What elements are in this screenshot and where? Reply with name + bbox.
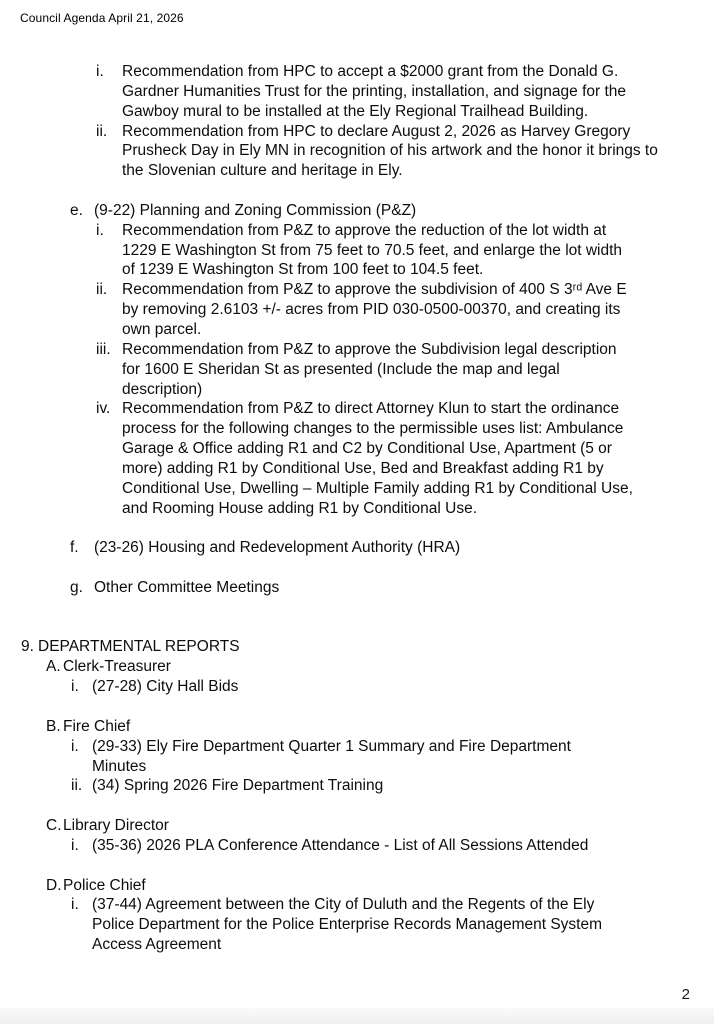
- text-line: Other Committee Meetings: [94, 578, 280, 596]
- text-line: Conditional Use, Dwelling – Multiple Family adding R1 by Conditional Use,: [122, 479, 633, 497]
- list-item: [0, 895, 714, 955]
- text-line: Garage & Office adding R1 and C2 by Conditional Use, Apartment (5 or: [122, 440, 612, 458]
- item-text: [94, 578, 714, 598]
- page-bottom-edge: [0, 1008, 714, 1024]
- text-line: (29-33) Ely Fire Department Quarter 1 Summary and Fire Department: [92, 737, 571, 755]
- item-marker: e.: [70, 201, 83, 219]
- list-item: [0, 538, 714, 558]
- item-text: [38, 637, 714, 657]
- text-line: (23-26) Housing and Redevelopment Authority (HRA): [94, 539, 461, 557]
- text-line: own parcel.: [122, 320, 202, 338]
- text-line: Recommendation from P&Z to direct Attorney Klun to start the ordinance: [122, 400, 620, 418]
- blank-space: [0, 697, 714, 717]
- item-text: [92, 895, 714, 955]
- item-marker: D.: [46, 876, 62, 894]
- text-line: (27-28) City Hall Bids: [92, 678, 239, 696]
- text-line: the Slovenian culture and heritage in Ely.: [122, 162, 403, 180]
- list-item: [0, 340, 714, 400]
- item-text: [122, 122, 714, 182]
- list-item: [0, 62, 714, 122]
- blank-space: [0, 856, 714, 876]
- text-line: (35-36) 2026 PLA Conference Attendance - List of All Sessions Attended: [92, 836, 589, 854]
- item-text: [94, 538, 714, 558]
- text-line: Police Department for the Police Enterprise Records Management System: [92, 916, 603, 934]
- item-marker: ii.: [71, 777, 83, 795]
- list-item: [0, 737, 714, 777]
- document-body: [0, 62, 714, 955]
- item-marker: ii.: [96, 281, 108, 299]
- item-text: [92, 836, 714, 856]
- list-item: [0, 836, 714, 856]
- text-line: Gardner Humanities Trust for the printing, installation, and signage for the: [122, 82, 627, 100]
- item-marker: ii.: [96, 122, 108, 140]
- list-item: [0, 876, 714, 896]
- text-line: and Rooming House adding R1 by Conditional Use.: [122, 499, 477, 517]
- list-item: [0, 578, 714, 598]
- item-marker: i.: [71, 836, 79, 854]
- text-line: of 1239 E Washington St from 100 feet to 104.5 feet.: [122, 261, 484, 279]
- list-item: [0, 637, 714, 657]
- page-number: 2: [681, 986, 690, 1003]
- list-item: [0, 201, 714, 221]
- blank-space: [0, 598, 714, 638]
- item-marker: A.: [46, 658, 61, 676]
- item-text: [63, 657, 714, 677]
- text-line: (37-44) Agreement between the City of Duluth and the Regents of the Ely: [92, 896, 595, 914]
- item-text: [63, 816, 714, 836]
- list-item: [0, 122, 714, 182]
- list-item: [0, 221, 714, 281]
- list-item: [0, 816, 714, 836]
- text-line: Access Agreement: [92, 936, 222, 954]
- text-line: Prusheck Day in Ely MN in recognition of his artwork and the honor it brings to: [122, 142, 658, 160]
- text-line: Recommendation from P&Z to approve the reduction of the lot width at: [122, 221, 607, 239]
- item-marker: f.: [70, 539, 79, 557]
- blank-space: [0, 558, 714, 578]
- item-marker: i.: [71, 737, 79, 755]
- item-text: [92, 737, 714, 777]
- item-marker: 9.: [21, 638, 34, 656]
- text-line: Recommendation from P&Z to approve the Subdivision legal description: [122, 340, 617, 358]
- item-text: [122, 280, 714, 340]
- item-marker: i.: [71, 896, 79, 914]
- list-item: [0, 677, 714, 697]
- item-text: [122, 399, 714, 518]
- text-line: Library Director: [63, 817, 169, 835]
- text-line: for 1600 E Sheridan St as presented (Include the map and legal: [122, 360, 560, 378]
- item-marker: i.: [96, 63, 104, 80]
- blank-space: [0, 796, 714, 816]
- text-line: Recommendation from HPC to accept a $2000 grant from the Donald G.: [122, 63, 619, 80]
- item-marker: iii.: [96, 340, 111, 358]
- text-line: more) adding R1 by Conditional Use, Bed and Breakfast adding R1 by: [122, 459, 604, 477]
- text-line: by removing 2.6103 +/- acres from PID 030-0500-00370, and creating its: [122, 301, 621, 319]
- item-text: [92, 677, 714, 697]
- item-marker: g.: [70, 578, 83, 596]
- blank-space: [0, 181, 714, 201]
- item-text: [122, 340, 714, 400]
- text-line: Minutes: [92, 757, 147, 775]
- list-item: [0, 399, 714, 518]
- text-line: (34) Spring 2026 Fire Department Training: [92, 777, 384, 795]
- item-marker: i.: [71, 678, 79, 696]
- text-line: Recommendation from HPC to declare August 2, 2026 as Harvey Gregory: [122, 122, 631, 140]
- item-marker: i.: [96, 221, 104, 239]
- text-line: 1229 E Washington St from 75 feet to 70.5 feet, and enlarge the lot width: [122, 241, 623, 259]
- text-line: Gawboy mural to be installed at the Ely Regional Trailhead Building.: [122, 102, 589, 120]
- text-line: description): [122, 380, 203, 398]
- text-line: Police Chief: [63, 876, 146, 894]
- item-marker: B.: [46, 717, 61, 735]
- list-item: [0, 280, 714, 340]
- text-line: process for the following changes to the permissible uses list: Ambulance: [122, 420, 624, 438]
- page-header-text: Council Agenda April 21, 2026: [20, 11, 184, 25]
- item-marker: C.: [46, 817, 62, 835]
- text-line: Fire Chief: [63, 717, 131, 735]
- item-marker: iv.: [96, 400, 111, 418]
- list-item: [0, 717, 714, 737]
- list-item: [0, 657, 714, 677]
- text-line: DEPARTMENTAL REPORTS: [38, 638, 240, 656]
- item-text: [122, 221, 714, 281]
- item-text: [94, 201, 714, 221]
- text-line: Clerk-Treasurer: [63, 658, 171, 676]
- text-line: Recommendation from P&Z to approve the subdivision of 400 S 3ʳᵈ Ave E: [122, 281, 627, 299]
- blank-space: [0, 518, 714, 538]
- list-item: [0, 776, 714, 796]
- text-line: (9-22) Planning and Zoning Commission (P&Z): [94, 201, 417, 219]
- item-text: [63, 717, 714, 737]
- item-text: [122, 62, 714, 122]
- item-text: [63, 876, 714, 896]
- item-text: [92, 776, 714, 796]
